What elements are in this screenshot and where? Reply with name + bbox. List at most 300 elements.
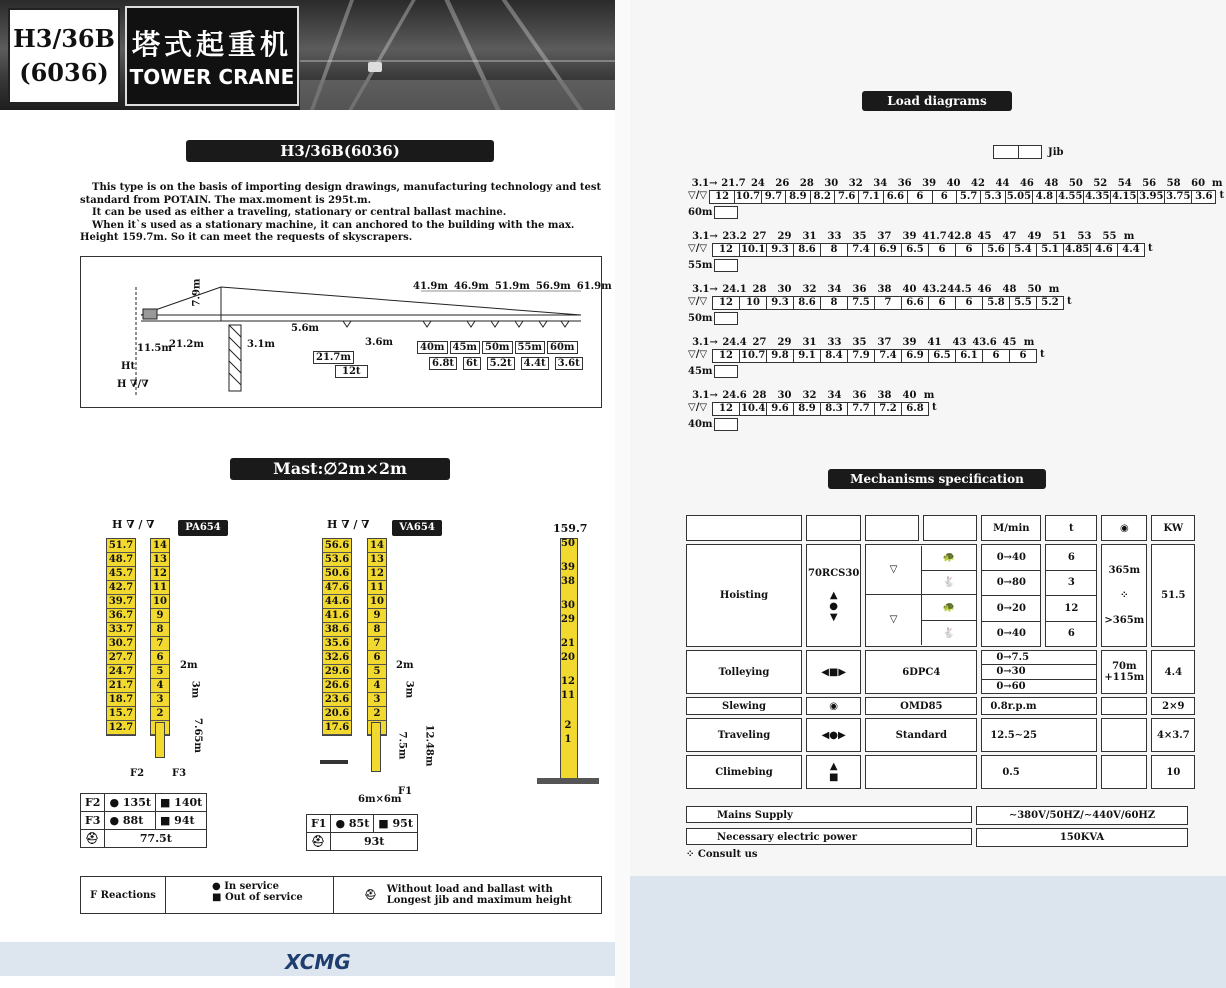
consult-icon: ⁘ [686, 849, 698, 860]
distance-label: 28 [752, 284, 767, 295]
power-value: 150KVA [976, 828, 1188, 847]
load-cell: 9.3 [766, 243, 794, 257]
hook-icon: ▽/▽ [688, 402, 708, 413]
distance-label: 32 [848, 178, 863, 189]
mast-section-label: 12 [151, 567, 169, 581]
distance-row [688, 337, 1224, 348]
trolleying-speeds [981, 650, 1097, 694]
legend-out-service: Out of service [224, 892, 303, 903]
drum-cell: >365m [1104, 615, 1145, 626]
jib-length-label: 60m [688, 207, 713, 218]
slewing-speed: 0.8r.p.m [981, 697, 1097, 715]
page-gutter [615, 0, 630, 988]
mains-value: ∼380V/50HZ/∼440V/60HZ [976, 806, 1188, 825]
distance-label: 30 [824, 178, 839, 189]
mast-height-label: 48.7 [108, 554, 134, 565]
distance-label: 45 [977, 231, 992, 242]
climbing-model [865, 755, 977, 789]
no-load-icon: ⛑ [81, 830, 105, 848]
traveling-icon: ◀●▶ [806, 718, 861, 752]
load-cell: 12 [1046, 596, 1096, 622]
load-cell: 4.6 [1090, 243, 1118, 257]
jib-length: 51.9m [494, 281, 530, 292]
mast-section-label: 3 [368, 693, 386, 707]
distance-label: 44 [995, 178, 1010, 189]
distance-label: 41.7 [922, 231, 947, 242]
distance-label: 29 [777, 231, 792, 242]
load-cell: 6 [1046, 545, 1096, 571]
distance-label: 33 [827, 337, 842, 348]
pa-section-column [150, 538, 170, 736]
load-diagram-row [688, 337, 1224, 390]
distance-label: 48 [1044, 178, 1059, 189]
tip-length: 55m [515, 341, 546, 354]
load-cell: 4.35 [1085, 191, 1110, 202]
trolleying-drum [1101, 650, 1147, 694]
mast-section-label: 8 [368, 623, 386, 637]
distance-label: 27 [752, 231, 767, 242]
load-cell: 8.6 [793, 296, 821, 310]
consult-icon: ⁘ [1120, 590, 1129, 601]
tip-load: 6t [463, 357, 481, 370]
jib-label: Jib [1048, 146, 1064, 158]
distance-label: 46 [977, 284, 992, 295]
jib-icon [993, 145, 1019, 159]
load-cell: 5.3 [980, 190, 1005, 204]
mast-section-label: 6 [368, 651, 386, 665]
legend-label: F Reactions [81, 877, 166, 913]
load-cell: 12 [712, 296, 740, 310]
pa-force-f2: F2 [130, 768, 145, 779]
distance-label: 48 [1002, 284, 1017, 295]
power-rows [686, 806, 1188, 847]
crane-diagram [80, 256, 612, 408]
mast-section-label: 11 [151, 581, 169, 595]
pa-dim-765: 7.65m [191, 718, 203, 753]
distance-label: m [1023, 337, 1035, 348]
load-diagram-list [688, 178, 1224, 443]
legend-in-service: In service [224, 881, 279, 892]
distance-label: 39 [922, 178, 937, 189]
mast-height-label: 53.6 [324, 554, 350, 565]
distance-label: 3.1→ [692, 231, 718, 242]
tall-height: 159.7 [553, 522, 588, 535]
mechanisms-table [682, 512, 1199, 792]
cell: ■ 140t [155, 794, 206, 812]
mast-height-label: 33.7 [108, 624, 134, 635]
load-cell: 4.85 [1065, 244, 1090, 255]
mast-section-label: 4 [368, 679, 386, 693]
distance-label: 34 [827, 284, 842, 295]
mast-height-label: 41.6 [324, 610, 350, 621]
mast-section-label: 11 [368, 581, 386, 595]
tall-section-label: 11 [561, 690, 575, 701]
load-cell: t [1148, 243, 1153, 254]
dim-counter-jib: 21.2m [169, 339, 204, 350]
load-cell: 4.4 [1117, 243, 1145, 257]
distance-label: 34 [873, 178, 888, 189]
mast-height-label: 39.7 [108, 596, 134, 607]
distance-label: 47 [1002, 231, 1017, 242]
mast-height-label: 29.6 [324, 666, 350, 677]
load-cell: 8.4 [820, 349, 848, 363]
trolleying-model: 6DPC4 [865, 650, 977, 694]
title-english: TOWER CRANE [129, 65, 295, 89]
va-dim-3m: 3m [403, 680, 415, 699]
load-cell: 5.5 [1009, 296, 1037, 310]
va-tag: VA654 [392, 520, 442, 536]
distance-label: 23.2 [722, 231, 747, 242]
distance-label: 37 [877, 231, 892, 242]
load-row [688, 190, 1224, 204]
distance-label: 3.1→ [692, 390, 718, 401]
load-cell: 12 [709, 190, 734, 204]
load-cell: 8.3 [820, 402, 848, 416]
tip-length: 50m [482, 341, 513, 354]
mast-height-label: 36.7 [108, 610, 134, 621]
load-cell: t [1067, 296, 1072, 307]
load-diagrams-heading: Load diagrams [862, 91, 1012, 111]
distance-label: 56 [1142, 178, 1157, 189]
brand-logo: XCMG [285, 950, 351, 974]
consult-text: Consult us [697, 849, 758, 860]
pa-reaction-table [80, 793, 207, 848]
intro-para-2: It can be used as either a traveling, stationary or central ballast machine. [92, 207, 507, 218]
jib-tip-icon [714, 312, 738, 325]
header-blank [806, 515, 861, 541]
mast-height-label: 50.6 [324, 568, 350, 579]
distance-label: 43.2 [922, 284, 947, 295]
load-cell: 6 [955, 296, 983, 310]
dim-base: 11.5m [137, 343, 172, 354]
load-cell: 9.7 [761, 190, 786, 204]
hoisting-speeds [981, 544, 1041, 647]
load-cell: 8.9 [793, 402, 821, 416]
hoisting-model: 70RCS30 ▲ ● ▼ [806, 544, 861, 647]
drum-icon: ◉ [1101, 515, 1147, 541]
model-line1: H3/36B [13, 24, 115, 53]
load-diagram-row [688, 390, 1224, 443]
mast-height-label: 20.6 [324, 708, 350, 719]
distance-label: 24.6 [722, 390, 747, 401]
header-load: t [1045, 515, 1097, 541]
jib-length-labels [413, 281, 612, 292]
load-row [688, 243, 1224, 257]
hook-icon: ▽/▽ [688, 349, 708, 360]
distance-label: 42.8 [947, 231, 972, 242]
slewing-kw: 2×9 [1151, 697, 1195, 715]
traveling-model: Standard [865, 718, 977, 752]
mast-height-label: 21.7 [108, 680, 134, 691]
tip-load: 6.8t [429, 357, 457, 370]
mast-height-label: 47.6 [324, 582, 350, 593]
mast-height-label: 26.6 [324, 680, 350, 691]
distance-label: 46 [1019, 178, 1034, 189]
tip-load-labels [429, 357, 583, 370]
load-cell: 7.7 [847, 402, 875, 416]
load-cell: 12 [712, 243, 740, 257]
load-cell: 5.6 [982, 243, 1010, 257]
drum-cell: +115m [1104, 672, 1145, 683]
jib-length-tag [688, 259, 1224, 272]
va-dim-1248: 12.48m [423, 724, 435, 767]
mast-height-label: 15.7 [108, 708, 134, 719]
load-cell: 3.75 [1166, 191, 1191, 202]
load-cell: 7.6 [834, 190, 859, 204]
dim-radius-12t: 21.7m [313, 351, 354, 364]
pa-tag: PA654 [178, 520, 228, 536]
distance-label: 39 [902, 231, 917, 242]
mast-height-label: 56.6 [324, 540, 350, 551]
traveling-drum [1101, 718, 1147, 752]
distance-row [688, 390, 1224, 401]
pa-header: H ∇ / ∇ [112, 518, 155, 531]
va-height-column [322, 538, 352, 736]
distance-label: m [1211, 178, 1223, 189]
cell: 93t [331, 833, 417, 851]
distance-label: 28 [799, 178, 814, 189]
distance-label: 40 [946, 178, 961, 189]
mast-height-label: 35.6 [324, 638, 350, 649]
load-cell: 8.2 [810, 190, 835, 204]
distance-label: 36 [897, 178, 912, 189]
distance-label: 43.6 [972, 337, 997, 348]
distance-label: 51 [1052, 231, 1067, 242]
reactions-legend [80, 876, 602, 914]
distance-label: 36 [852, 390, 867, 401]
title-chinese: 塔式起重机 [131, 28, 292, 61]
mast-section-label: 3 [151, 693, 169, 707]
distance-label: m [923, 390, 935, 401]
tip-load: 5.2t [487, 357, 515, 370]
distance-label: 45 [1002, 337, 1017, 348]
load-cell: 10 [739, 296, 767, 310]
mast-section-label: 10 [151, 595, 169, 609]
tip-length: 45m [450, 341, 481, 354]
mast-height-label: 17.6 [324, 722, 350, 733]
title-badge [125, 6, 299, 106]
slewing-icon: ◉ [806, 697, 861, 715]
drum-cell: 70m [1112, 661, 1137, 672]
legend-service: ● In service ■ Out of service [166, 877, 334, 913]
mast-section-label: 4 [151, 679, 169, 693]
hoisting-reeving [865, 544, 977, 647]
mast-section-label: 2 [368, 707, 386, 721]
mast-section-label: 13 [151, 553, 169, 567]
climbing-icon: ▲ ■ [806, 755, 861, 789]
cell: ● 85t [331, 815, 374, 833]
load-cell: 7.1 [858, 190, 883, 204]
distance-label: 21.7 [721, 178, 746, 189]
cell: ● 135t [105, 794, 155, 812]
header-blank [865, 515, 919, 541]
hoisting-kw: 51.5 [1151, 544, 1195, 647]
dim-ht: Ht [121, 361, 136, 372]
slewing-label: Slewing [686, 697, 802, 715]
fast-icon: 🐇 [942, 577, 956, 588]
distance-label: 32 [802, 284, 817, 295]
distance-label: 35 [852, 337, 867, 348]
jib-length: 61.9m [576, 281, 612, 292]
mast-section-label: 14 [151, 539, 169, 553]
load-cell: 7 [874, 296, 902, 310]
traveling-kw: 4×3.7 [1151, 718, 1195, 752]
mast-height-label: 12.7 [108, 722, 134, 733]
slewing-drum [1101, 697, 1147, 715]
distance-label: 53 [1077, 231, 1092, 242]
climbing-kw: 10 [1151, 755, 1195, 789]
load-cell: 6.6 [883, 190, 908, 204]
mast-height-label: 38.6 [324, 624, 350, 635]
tip-load: 3.6t [555, 357, 583, 370]
climbing-drum [1101, 755, 1147, 789]
distance-label: 50 [1027, 284, 1042, 295]
load-cell: 7.4 [874, 349, 902, 363]
load-cell: 6.9 [874, 243, 902, 257]
va-dim-75: 7.5m [396, 731, 408, 760]
tall-section-label: 21 [561, 638, 575, 649]
mast-section-label: 2 [151, 707, 169, 721]
load-cell: 6.8 [901, 402, 929, 416]
mast-section-label: 9 [151, 609, 169, 623]
jib-tip-icon [714, 259, 738, 272]
right-footer-band [630, 876, 1226, 988]
legend-note: Without load and ballast with Longest jib and maximum height [386, 884, 572, 906]
load-cell: 5.2 [1036, 296, 1064, 310]
header-power: KW [1151, 515, 1195, 541]
load-cell: 7.9 [847, 349, 875, 363]
load-cell: 8 [820, 243, 848, 257]
base-load: 12t [335, 365, 368, 378]
distance-label: 38 [877, 390, 892, 401]
load-cell: 5.8 [982, 296, 1010, 310]
load-cell: 9.3 [766, 296, 794, 310]
load-cell: 9.8 [766, 349, 794, 363]
load-cell: t [932, 402, 937, 413]
distance-label: 42 [971, 178, 985, 189]
load-cell: 6 [928, 296, 956, 310]
mast-height-label: 42.7 [108, 582, 134, 593]
tip-load: 4.4t [521, 357, 549, 370]
distance-label: 32 [802, 390, 817, 401]
distance-label: 33 [827, 231, 842, 242]
distance-label: 38 [877, 284, 892, 295]
load-cell: 5.4 [1009, 243, 1037, 257]
pa-dim-2m: 2m [180, 660, 198, 671]
mast-heading: Mast:∅2m×2m [230, 458, 450, 480]
no-load-icon: ⛑ [307, 833, 331, 851]
mains-label: Mains Supply [686, 806, 972, 823]
intro-para-1: This type is on the basis of importing design drawings, manufacturing technology and test standard from POTAIN. The max.moment is 295t.m. [80, 182, 602, 206]
jib-tip-icon [1019, 145, 1042, 159]
load-cell: 9.1 [793, 349, 821, 363]
load-row [688, 296, 1224, 310]
hoisting-loads [1045, 544, 1097, 647]
distance-label: 35 [852, 231, 867, 242]
load-cell: 6 [1009, 349, 1037, 363]
jib-length-tag [688, 418, 1224, 431]
jib-tip-icon [714, 365, 738, 378]
distance-label: 36 [852, 284, 867, 295]
mast-height-label: 18.7 [108, 694, 134, 705]
speed-cell: 0→7.5 [982, 651, 1096, 665]
cell: ■ 94t [155, 812, 206, 830]
jib-length-label: 50m [688, 313, 713, 324]
jib-tip-icon [714, 418, 738, 431]
intro-text [80, 182, 605, 245]
distance-label: 28 [752, 390, 767, 401]
drum-cell: 365m [1108, 565, 1141, 576]
jib-length-tag [688, 312, 1224, 325]
model-heading: H3/36B(6036) [186, 140, 494, 162]
mast-section-label: 5 [151, 665, 169, 679]
load-cell: 6.5 [901, 243, 929, 257]
tip-length: 60m [547, 341, 578, 354]
load-cell: 12 [712, 349, 740, 363]
header-blank [686, 515, 802, 541]
load-cell: 3.95 [1139, 191, 1164, 202]
va-header: H ∇ / ∇ [327, 518, 370, 531]
load-cell: 10.7 [741, 350, 766, 361]
distance-label: 37 [877, 337, 892, 348]
jib-length-tag [688, 365, 1224, 378]
distance-label: 43 [952, 337, 967, 348]
load-diagram-row [688, 231, 1224, 284]
mast-height-label: 45.7 [108, 568, 134, 579]
mechanisms-heading: Mechanisms specification [828, 469, 1046, 489]
load-cell: 5.7 [956, 190, 981, 204]
distance-label: 41 [927, 337, 942, 348]
dim-top: 7.9m [191, 278, 203, 307]
speed-icons [922, 546, 977, 594]
crane-drawing [81, 257, 601, 407]
distance-label: 24.1 [722, 284, 747, 295]
slow-icon: 🐢 [922, 595, 977, 621]
tip-length: 40m [417, 341, 448, 354]
cell: F3 [81, 812, 105, 830]
dim-min-radius: 3.1m [247, 339, 275, 350]
distance-label: 3.1→ [691, 178, 718, 189]
intro-para-3: When it`s used as a stationary machine, it can anchored to the building with the max. Height 159.7m. So it can meet the requests of skyscrapers. [80, 219, 575, 243]
distance-label: 58 [1166, 178, 1181, 189]
fast-icon: 🐇 [942, 628, 956, 639]
mast-height-label: 27.7 [108, 652, 134, 663]
distance-label: 27 [752, 337, 767, 348]
mast-height-label: 23.6 [324, 694, 350, 705]
dim-tower-top: 5.6m [291, 323, 319, 334]
load-cell: 8 [820, 296, 848, 310]
distance-label: 31 [802, 337, 817, 348]
load-cell: 9.6 [766, 402, 794, 416]
trolleying-kw: 4.4 [1151, 650, 1195, 694]
jib-length-label: 45m [688, 366, 713, 377]
pa-force-f3: F3 [172, 768, 187, 779]
tall-section-label: 2 [564, 720, 572, 731]
load-cell: 5.05 [1006, 191, 1032, 202]
hoisting-model-text: 70RCS30 [808, 568, 860, 579]
model-line2: (6036) [19, 58, 109, 87]
jib-length-label: 40m [688, 419, 713, 430]
jib-length-tag [688, 206, 1224, 219]
model-badge [8, 8, 120, 104]
mast-section-label: 14 [368, 539, 386, 553]
mast-height-label: 44.6 [324, 596, 350, 607]
distance-label: 24 [750, 178, 765, 189]
header-speed: M/min [981, 515, 1041, 541]
consult-note [686, 849, 757, 860]
mast-section-label: 13 [368, 553, 386, 567]
load-cell: t [1040, 349, 1045, 360]
